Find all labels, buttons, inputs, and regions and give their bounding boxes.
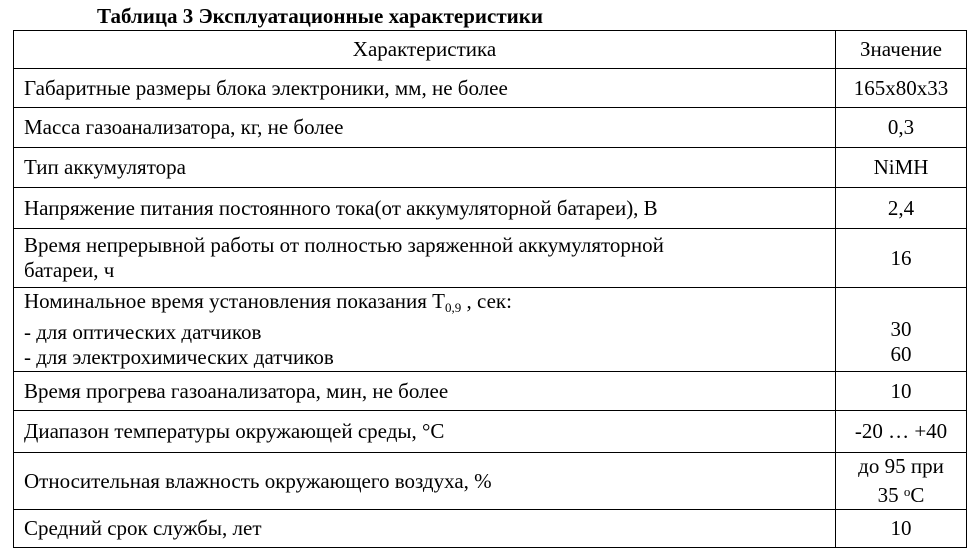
row-value: 2,4 — [836, 188, 967, 229]
table-header-row — [14, 31, 967, 69]
row-value-text: С — [910, 483, 925, 507]
row-value-text: 35 — [877, 483, 904, 507]
row-name: Относительная влажность окружающего воздуха, % — [14, 453, 836, 510]
row-value-item: 60 — [890, 342, 912, 366]
row-name — [14, 288, 836, 372]
row-value — [836, 453, 967, 510]
subscript: 0,9 — [445, 300, 462, 315]
table-row — [14, 510, 967, 548]
row-value: 16 — [836, 229, 967, 288]
row-value: -20 … +40 — [836, 411, 967, 453]
row-name: Тип аккумулятора — [14, 148, 836, 188]
row-value: 10 — [836, 510, 967, 548]
row-name: Средний срок службы, лет — [14, 510, 836, 548]
row-name: Напряжение питания постоянного тока(от аккумуляторной батареи), В — [14, 188, 836, 229]
row-name-text: Номинальное время установления показания Т — [24, 289, 446, 313]
row-name-item: - для оптических датчиков — [24, 320, 262, 344]
row-name-item: - для электрохимических датчиков — [24, 345, 334, 369]
row-value-spacer — [846, 292, 956, 317]
row-name: Габаритные размеры блока электроники, мм, не более — [14, 69, 836, 108]
row-name: Масса газоанализатора, кг, не более — [14, 108, 836, 148]
header-value: Значение — [836, 31, 967, 69]
header-characteristic: Характеристика — [14, 31, 836, 69]
row-value: 10 — [836, 372, 967, 411]
row-value-item: 30 — [890, 317, 912, 341]
row-name: Диапазон температуры окружающей среды, °С — [14, 411, 836, 453]
row-name — [14, 229, 836, 288]
row-value — [836, 288, 967, 372]
degree-superscript: о — [903, 484, 911, 499]
table-row — [14, 148, 967, 188]
table-row — [14, 453, 967, 510]
characteristics-table — [13, 30, 967, 548]
row-value-line: до 95 при — [858, 454, 944, 478]
table-row — [14, 288, 967, 372]
row-name: Время прогрева газоанализатора, мин, не более — [14, 372, 836, 411]
table-caption: Таблица 3 Эксплуатационные характеристики — [97, 4, 543, 28]
table-row — [14, 411, 967, 453]
table-row — [14, 188, 967, 229]
row-name-line: Время непрерывной работы от полностью заряженной аккумуляторной — [24, 233, 664, 257]
row-value: 165х80х33 — [836, 69, 967, 108]
row-value-line — [846, 479, 956, 508]
row-value: 0,3 — [836, 108, 967, 148]
table-row — [14, 229, 967, 288]
table-row — [14, 108, 967, 148]
row-name-line — [24, 289, 825, 320]
row-name-line: батареи, ч — [24, 258, 115, 282]
row-value: NiMH — [836, 148, 967, 188]
row-name-text: , сек: — [461, 289, 512, 313]
table-row — [14, 69, 967, 108]
table-row — [14, 372, 967, 411]
